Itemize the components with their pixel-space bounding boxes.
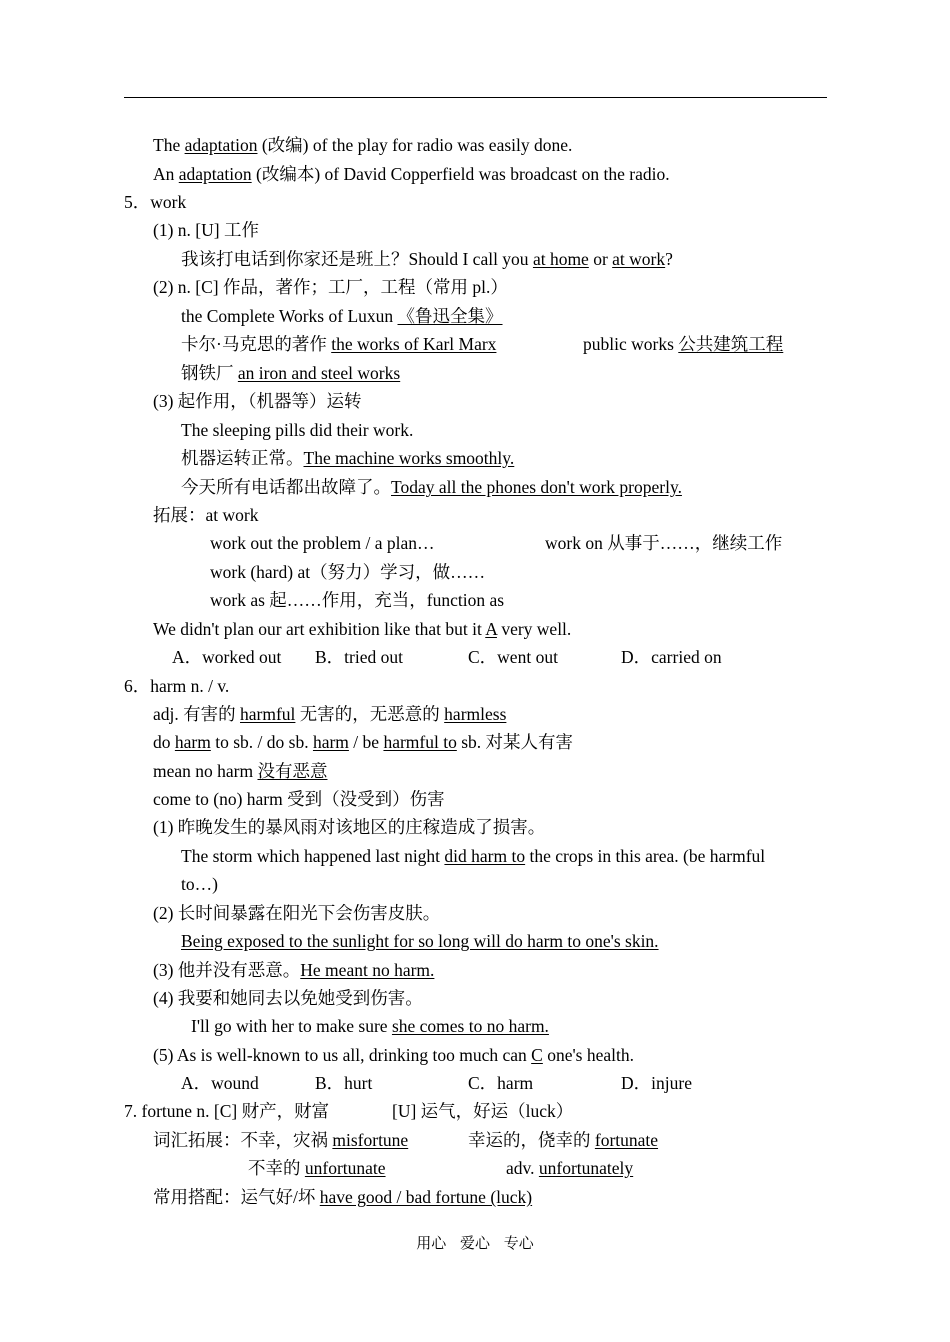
text-span: (3) 起作用，（机器等）运转 [153, 391, 362, 411]
text-span: the crops in this area. (be harmful [525, 846, 766, 866]
text-span: 5．work [124, 192, 187, 212]
answer-text: 没有恶意 [257, 761, 328, 781]
text-span: work (hard) at（努力）学习，做…… [210, 562, 486, 582]
text-line [210, 589, 504, 611]
text-line [153, 703, 506, 725]
text-span: come to (no) harm 受到（没受到）伤害 [153, 789, 445, 809]
text-span: (1) n. [U] 工作 [153, 220, 259, 240]
text-span: ? [665, 249, 673, 269]
text-span: one's health. [542, 1045, 634, 1065]
section-heading-work [124, 191, 186, 213]
text-span: (2) n. [C] 作品，著作；工厂，工程（常用 pl.） [153, 277, 508, 297]
text-span: C．harm [468, 1073, 534, 1093]
text-line [153, 504, 258, 526]
text-span: An [153, 164, 179, 184]
text-line [545, 532, 782, 554]
text-line [153, 163, 670, 185]
option-d [621, 1072, 692, 1094]
text-span: / be [348, 732, 384, 752]
text-line [248, 1157, 386, 1179]
text-span: C．went out [468, 647, 558, 667]
text-span: (1) 昨晚发生的暴风雨对该地区的庄稼造成了损害。 [153, 817, 546, 837]
text-span: work as 起……作用，充当，function as [210, 590, 505, 610]
text-line [153, 731, 573, 753]
text-line [181, 419, 413, 441]
text-span: D．carried on [621, 647, 722, 667]
answer-text: she comes to no harm. [391, 1016, 549, 1036]
answer-text: The machine works smoothly. [303, 448, 515, 468]
answer-text: unfortunately [538, 1158, 634, 1178]
answer-text: C [531, 1045, 543, 1065]
text-span: adj. 有害的 [153, 704, 241, 724]
text-line [468, 1129, 658, 1151]
answer-text: harmless [444, 704, 507, 724]
text-span: sb. 对某人有害 [456, 732, 574, 752]
question-line [153, 618, 571, 640]
text-span: 拓展：at work [153, 505, 259, 525]
text-line [181, 930, 659, 952]
text-line [153, 219, 259, 241]
text-line [181, 333, 496, 355]
question-line [153, 1044, 634, 1066]
text-span: 词汇拓展：不幸，灾祸 [153, 1130, 333, 1150]
answer-text: harmful to [383, 732, 457, 752]
text-line [181, 248, 673, 270]
answer-text: 《鲁迅全集》 [397, 306, 503, 326]
answer-text: Being exposed to the sunlight for so long will do harm to one's skin. [181, 931, 659, 951]
answer-text: adaptation [184, 135, 258, 155]
answer-text: the works of Karl Marx [331, 334, 497, 354]
answer-text: fortunate [594, 1130, 659, 1150]
text-span: 今天所有电话都出故障了。 [181, 477, 391, 497]
answer-text: misfortune [332, 1130, 409, 1150]
text-span: adv. [506, 1158, 539, 1178]
answer-text: He meant no harm. [300, 960, 435, 980]
text-span: D．injure [621, 1073, 692, 1093]
option-c [468, 646, 558, 668]
text-line [153, 987, 423, 1009]
text-span: mean no harm [153, 761, 258, 781]
text-span: the Complete Works of Luxun [181, 306, 398, 326]
text-span: [U] 运气，好运（luck） [392, 1101, 574, 1121]
option-d [621, 646, 722, 668]
answer-text: adaptation [178, 164, 252, 184]
text-line [210, 561, 485, 583]
text-span: We didn't plan our art exhibition like that but it [153, 619, 486, 639]
text-span: B．tried out [315, 647, 403, 667]
text-line [153, 276, 508, 298]
answer-text: 公共建筑工程 [678, 334, 784, 354]
text-span: (改编) of the play for radio was easily done. [257, 135, 573, 155]
text-line [153, 134, 572, 156]
answer-text: harmful [240, 704, 296, 724]
section-heading-harm [124, 675, 229, 697]
text-span: to…) [181, 874, 218, 894]
answer-text: Today all the phones don't work properly. [391, 477, 682, 497]
option-a [172, 646, 281, 668]
text-span: or [588, 249, 613, 269]
answer-text: at home [532, 249, 589, 269]
text-line [210, 532, 435, 554]
text-span: work out the problem / a plan… [210, 533, 435, 553]
option-b [315, 646, 403, 668]
text-line [153, 816, 545, 838]
text-span: The sleeping pills did their work. [181, 420, 414, 440]
text-line [392, 1100, 573, 1122]
text-line [181, 845, 765, 867]
text-span: B．hurt [315, 1073, 373, 1093]
text-span: 钢铁厂 [181, 363, 238, 383]
text-span: 机器运转正常。 [181, 448, 304, 468]
text-line [181, 447, 514, 469]
text-line [181, 476, 682, 498]
text-line [153, 788, 445, 810]
text-line [153, 1129, 408, 1151]
text-span: 6．harm n. / v. [124, 676, 230, 696]
text-line [583, 333, 783, 355]
answer-text: harm [312, 732, 349, 752]
text-span: public works [583, 334, 679, 354]
text-span: (3) 他并没有恶意。 [153, 960, 301, 980]
text-span: A．wound [181, 1073, 259, 1093]
text-line [181, 362, 400, 384]
text-span: 不幸的 [248, 1158, 305, 1178]
answer-text: harm [174, 732, 211, 752]
text-line [153, 902, 440, 924]
text-line [506, 1157, 633, 1179]
text-span: very well. [496, 619, 572, 639]
answer-text: A [485, 619, 497, 639]
text-line [181, 305, 503, 327]
answer-text: unfortunate [304, 1158, 386, 1178]
text-span: A．worked out [172, 647, 282, 667]
text-line [153, 760, 327, 782]
text-line [153, 390, 362, 412]
text-span: 7. fortune n. [C] 财产，财富 [124, 1101, 330, 1121]
text-span: work on 从事于……，继续工作 [545, 533, 783, 553]
option-c [468, 1072, 533, 1094]
header-rule [124, 97, 827, 98]
text-span: I'll go with her to make sure [191, 1016, 392, 1036]
text-line [153, 1186, 532, 1208]
text-span: (2) 长时间暴露在阳光下会伤害皮肤。 [153, 903, 441, 923]
text-span: 无害的，无恶意的 [295, 704, 445, 724]
answer-text: have good / bad fortune (luck) [319, 1187, 533, 1207]
option-a [181, 1072, 259, 1094]
text-span: to sb. / do sb. [210, 732, 313, 752]
section-heading-fortune [124, 1100, 329, 1122]
text-line [153, 959, 434, 981]
option-b [315, 1072, 372, 1094]
text-span: 常用搭配：运气好/坏 [153, 1187, 320, 1207]
text-span: The [153, 135, 185, 155]
text-line [191, 1015, 549, 1037]
text-span: 幸运的，侥幸的 [468, 1130, 595, 1150]
text-span: (改编本) of David Copperfield was broadcast on the radio. [251, 164, 670, 184]
text-span: The storm which happened last night [181, 846, 445, 866]
page-footer: 用心 爱心 专心 [416, 1236, 534, 1252]
text-line [181, 873, 218, 895]
text-span: (5) As is well-known to us all, drinking too much can [153, 1045, 532, 1065]
text-span: 我该打电话到你家还是班上？Should I call you [181, 249, 533, 269]
answer-text: did harm to [444, 846, 526, 866]
answer-text: at work [612, 249, 666, 269]
text-span: 卡尔·马克思的著作 [181, 334, 332, 354]
text-span: do [153, 732, 175, 752]
answer-text: an iron and steel works [237, 363, 401, 383]
text-span: (4) 我要和她同去以免她受到伤害。 [153, 988, 423, 1008]
